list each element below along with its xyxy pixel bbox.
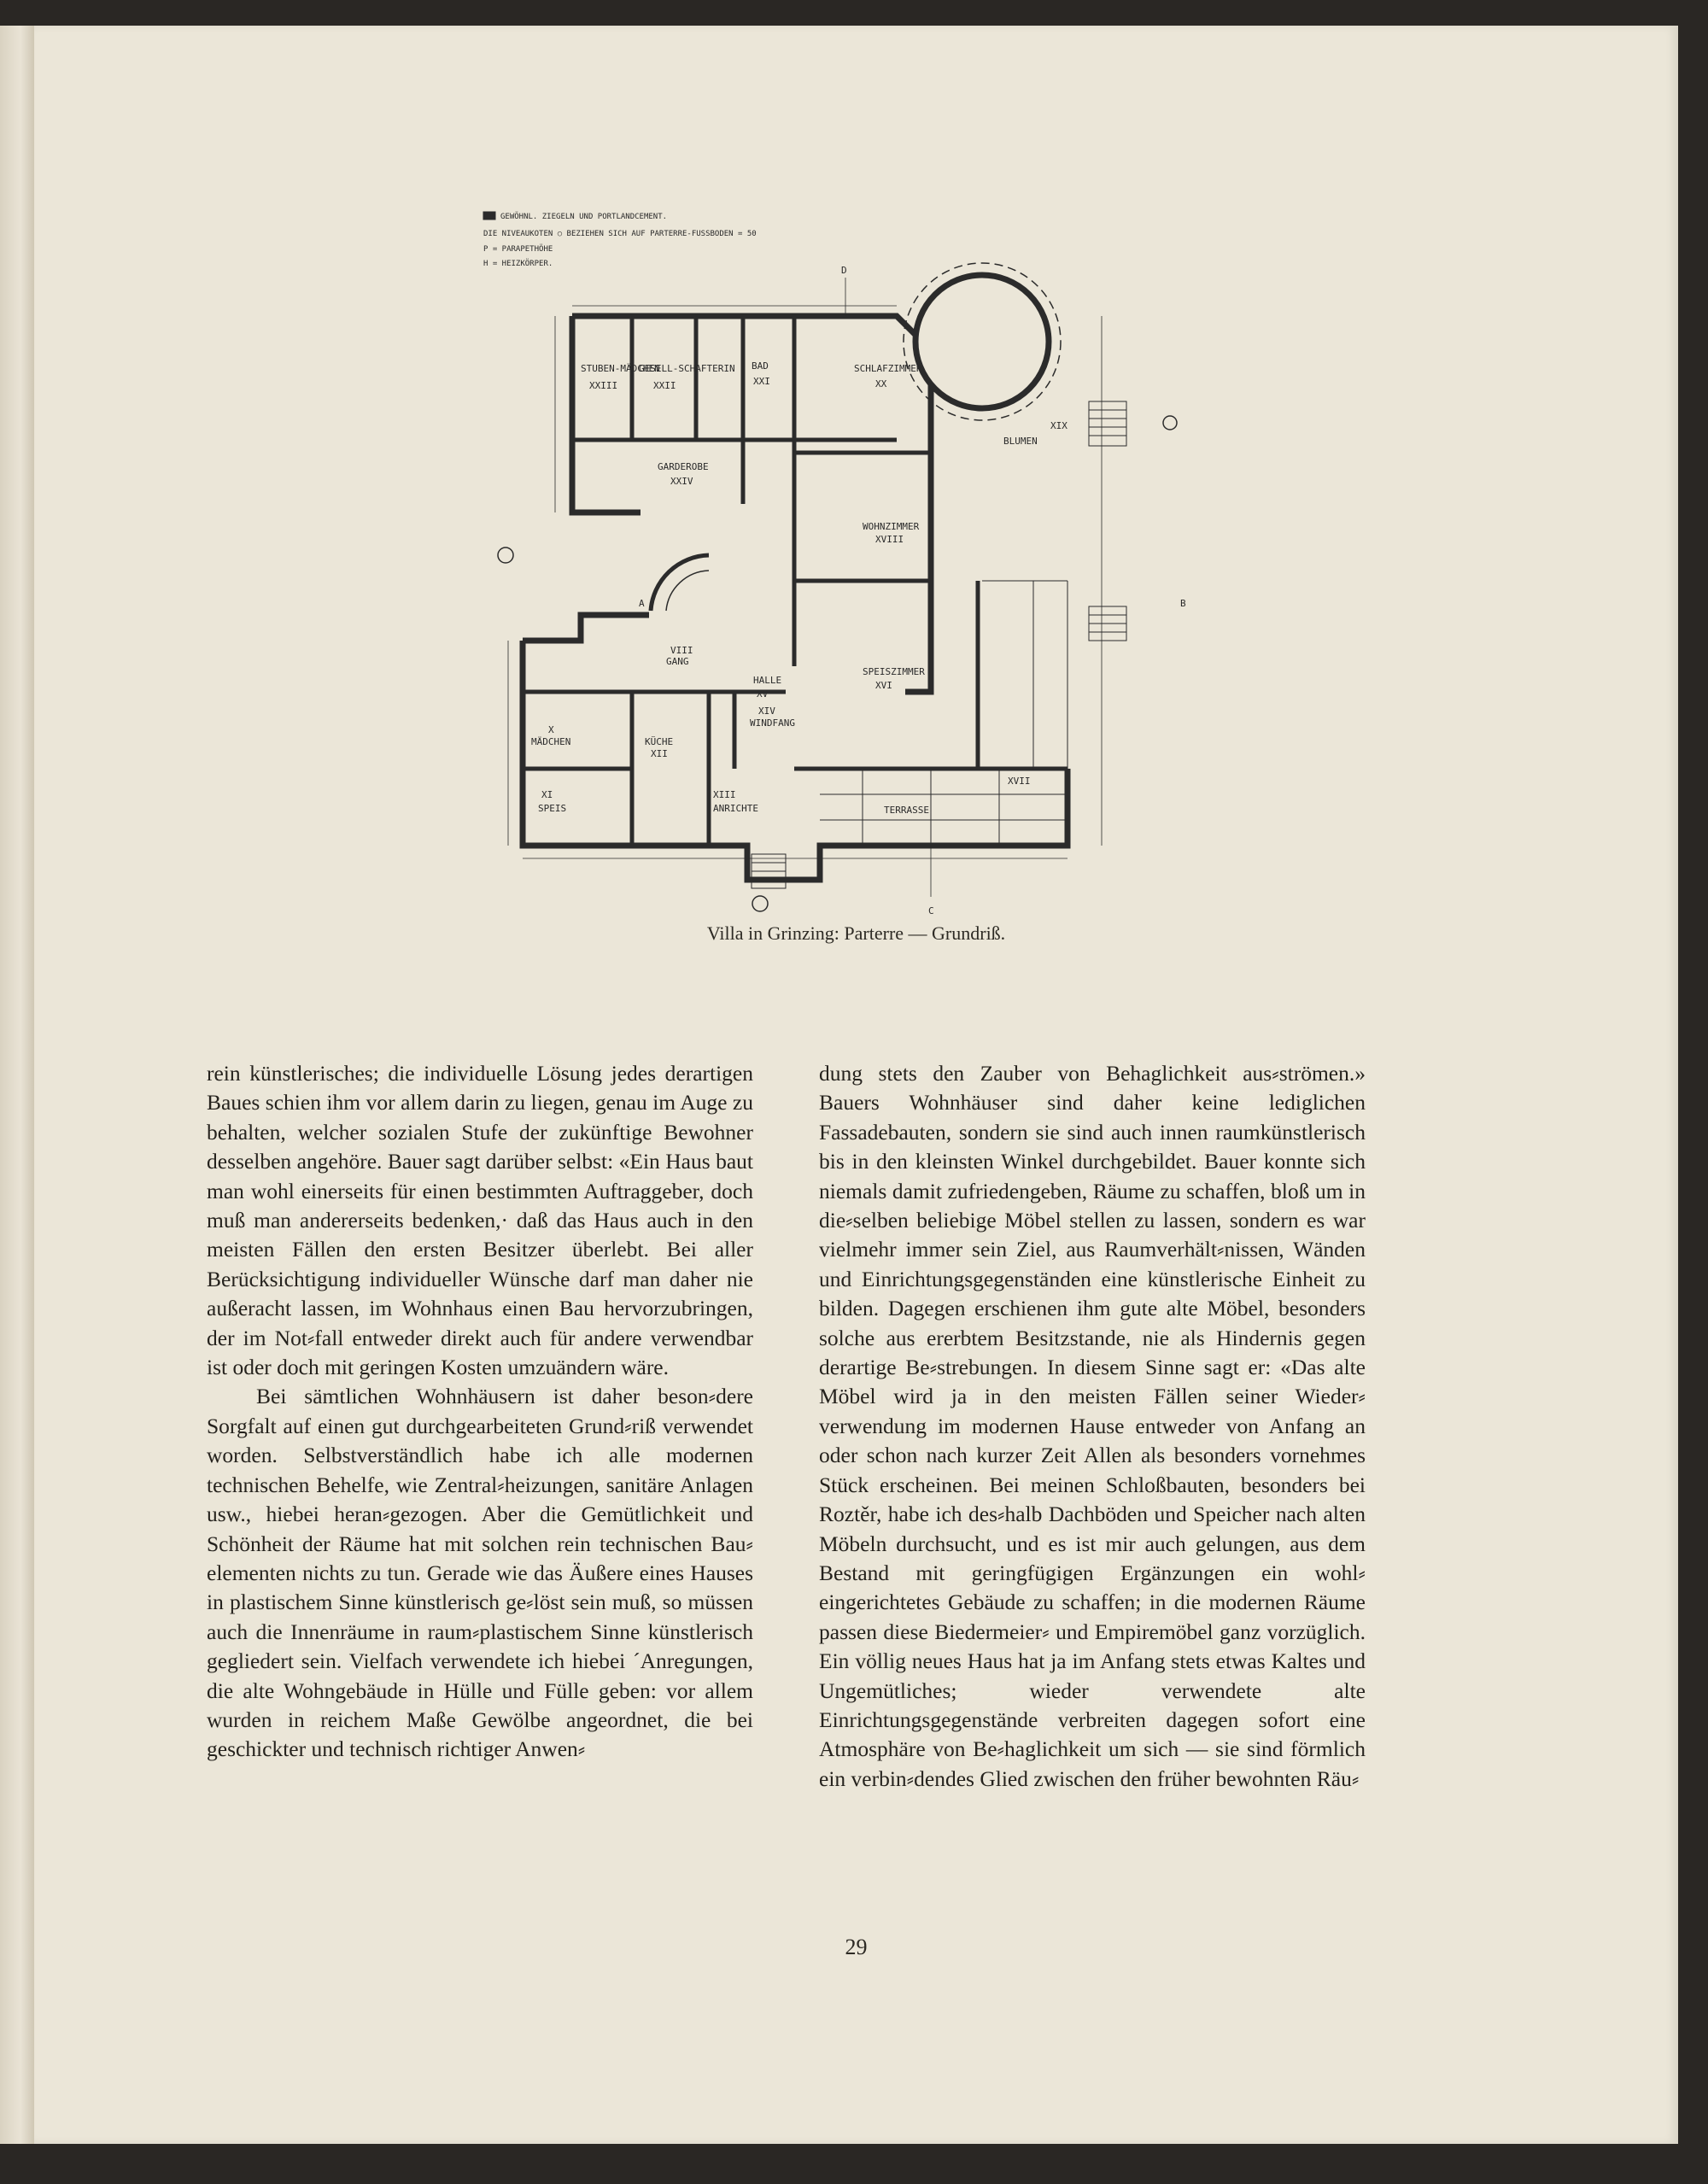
room-number-terrasse: XVII [1008, 776, 1031, 787]
room-number-blumen: XIX [1050, 420, 1068, 431]
room-name-garderobe: GARDEROBE [658, 461, 709, 472]
room-name-gesellschafterin: GESELL-SCHAFTERIN [639, 363, 735, 374]
paragraph: Bei sämtlichen Wohnhäusern ist daher beson⸗dere Sorgfalt auf einen gut durchgearbeiteten Grund⸗riß verwendet worden. Selbstverständlich habe ich alle modernen technischen Behelfe, wie Zentral⸗heizungen, sanitäre Anlagen usw., hiebei heran⸗gezogen. Aber die Gemütlichkeit und Schönheit der Räume hat mit solchen rein technischen Bau⸗elementen nichts zu tun. Gerade wie das Äußere eines Hauses in plastischem Sinne künstlerisch ge⸗löst sein muß, so müssen auch die Innenräume in raum⸗plastischem Sinne künstlerisch gegliedert sein. Vielfach verwendete ich hiebei ´Anregungen, die alte Wohngebäude in Hülle und Fülle geben: vor allem wurden in reichem Maße Gewölbe angeordnet, die bei geschickter und technisch richtiger Anwen⸗ [207, 1384, 753, 1762]
room-number-kueche: XII [651, 748, 668, 759]
section-mark-b: B [1180, 598, 1186, 609]
room-number-gang: VIII [670, 645, 693, 656]
legend-line-1: GEWÖHNL. ZIEGELN UND PORTLANDCEMENT. [500, 213, 668, 221]
room-number-wohnzimmer: XVIII [875, 534, 904, 545]
room-number-gesellschafterin: XXII [653, 380, 676, 391]
room-name-maedchen: MÄDCHEN [531, 736, 571, 747]
room-number-windfang: XIV [758, 706, 775, 717]
room-number-speis: XI [541, 789, 553, 800]
room-name-wohnzimmer: WOHNZIMMER [863, 521, 920, 532]
room-name-windfang: WINDFANG [750, 717, 795, 729]
room-number-speiszimmer: XVI [875, 680, 892, 691]
room-name-terrasse: TERRASSE [884, 805, 929, 816]
room-number-maedchen: X [548, 724, 554, 735]
room-name-blumen: BLUMEN [1003, 436, 1038, 447]
terrace-grid [820, 581, 1068, 846]
room-name-kueche: KÜCHE [645, 736, 674, 747]
text-column-right [819, 1059, 1366, 1794]
room-number-garderobe: XXIV [670, 476, 693, 487]
paragraph: rein künstlerisches; die individuelle Lösung jedes derartigen Baues schien ihm vor allem darin zu liegen, genau im Auge zu behalten, welcher sozialen Stufe der zukünftige Bewohner desselben angehöre. Bauer sagt darüber selbst: «Ein Haus baut man wohl einerseits für einen bestimmten Auftraggeber, doch muß man andererseits bedenken,· daß das Haus auch in den meisten Fällen den ersten Besitzer überlebt. Bei aller Berücksichtigung individueller Wünsche darf man daher nie außeracht lassen, im Wohnhaus einen Bau hervorzubringen, der im Not⸗fall entweder direkt auch für andere verwendbar ist oder doch mit geringen Kosten umzuändern wäre. [207, 1061, 753, 1380]
legend-line-3: P = PARAPETHÖHE [483, 245, 553, 254]
legend-line-4: H = HEIZKÖRPER. [483, 260, 553, 268]
section-markers [498, 416, 1177, 911]
room-name-anrichte: ANRICHTE [713, 803, 758, 814]
floor-plan-figure [453, 179, 1196, 931]
book-page [34, 26, 1678, 2144]
section-mark-a: A [639, 598, 645, 609]
room-number-bad: XXI [753, 376, 770, 387]
staircase-inner [666, 571, 709, 611]
room-number-halle: XV [757, 688, 769, 700]
paragraph: dung stets den Zauber von Behaglichkeit aus⸗strömen.» Bauers Wohnhäuser sind daher keine lediglichen Fassadebauten, sondern sie sind auch innen raumkünstlerisch bis in den kleinsten Winkel durchgebildet. Bauer konnte sich niemals damit zufriedengeben, Räume zu schaffen, bloß um in die⸗selben beliebige Möbel stellen zu lassen, sondern es war vielmehr immer sein Ziel, aus Raumverhält⸗nissen, Wänden und Einrichtungsgegenständen eine künstlerische Einheit zu bilden. Dagegen erschienen ihm gute alte Möbel, besonders solche aus ererbtem Besitzstande, nie als Hindernis gegen derartige Be⸗strebungen. In diesem Sinne sagt er: «Das alte Möbel wird ja in den meisten Fällen seiner Wieder⸗verwendung im modernen Hause entweder von Anfang an oder schon nach kurzer Zeit Allen als besonders vornehmes Stück erscheinen. Bei meinen Schloßbauten, besonders bei Roztěr, habe ich des⸗halb Dachböden und Speicher nach alten Möbeln durchsucht, und es ist mir auch gelungen, aus dem Bestand mit geringfügigen Ergänzungen ein wohl⸗eingerichtetes Gebäude zu schaffen; in die modernen Räume passen diese Biedermeier⸗ und Empiremöbel ganz vorzüglich. Ein völlig neues Haus hat ja im Anfang stets etwas Kaltes und Ungemütliches; wieder verwendete alte Einrichtungsgegenstände verbreiten dagegen sofort eine Atmosphäre von Be⸗haglichkeit um sich — sie sind förmlich ein verbin⸗dendes Glied zwischen den früher bewohnten Räu⸗ [819, 1061, 1366, 1791]
legend-swatch [483, 212, 495, 220]
section-mark-c: C [928, 905, 934, 916]
room-name-halle: HALLE [753, 675, 782, 686]
tower-room-outline [915, 275, 1049, 408]
room-number-anrichte: XIII [713, 789, 736, 800]
room-number-stubenmaedchen: XXIII [589, 380, 618, 391]
adjacent-page-edge [0, 26, 34, 2144]
room-name-speiszimmer: SPEISZIMMER [863, 666, 925, 677]
room-name-bad: BAD [752, 360, 769, 372]
room-name-speis: SPEIS [538, 803, 567, 814]
figure-caption: Villa in Grinzing: Parterre — Grundriß. [706, 922, 1006, 944]
page-number: 29 [845, 1935, 868, 1959]
text-column-left [207, 1059, 753, 1765]
section-mark-d: D [841, 265, 847, 276]
floor-plan-drawing [453, 179, 1196, 931]
room-number-schlafzimmer: XX [875, 378, 887, 389]
room-name-gang: GANG [666, 656, 689, 667]
room-name-schlafzimmer: SCHLAFZIMMER [854, 363, 922, 374]
room-name-stubenmaedchen: STUBEN-MÄDCHEN [581, 363, 660, 374]
legend-line-2: DIE NIVEAUKOTEN ○ BEZIEHEN SICH AUF PARTERRE-FUSSBODEN = 50 [483, 230, 757, 238]
